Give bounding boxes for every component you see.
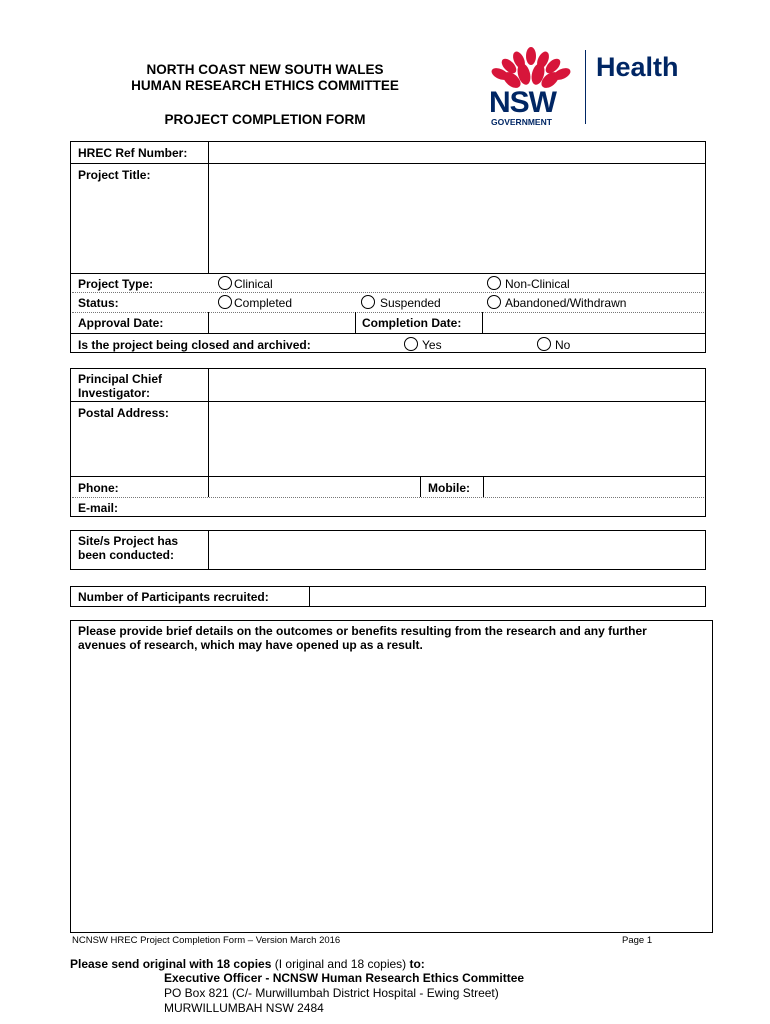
divider (420, 476, 421, 497)
send-instructions-line-3: PO Box 821 (C/- Murwillumbah District Hospital - Ewing Street) (164, 986, 499, 1000)
send-instructions-line-1 (70, 957, 425, 972)
archived-yes-radio[interactable] (404, 337, 418, 351)
header-line-1: NORTH COAST NEW SOUTH WALES (146, 62, 384, 77)
divider (355, 312, 356, 333)
divider (482, 312, 483, 333)
logo-divider (585, 50, 586, 124)
divider (309, 586, 310, 607)
divider (72, 312, 704, 313)
postal-address-label: Postal Address: (78, 406, 169, 420)
abandoned-option-label: Abandoned/Withdrawn (505, 296, 627, 310)
sites-field[interactable] (210, 532, 704, 568)
form-title: PROJECT COMPLETION FORM (164, 112, 366, 127)
divider (70, 333, 706, 334)
divider (72, 292, 704, 293)
divider (208, 312, 209, 333)
email-label: E-mail: (78, 501, 119, 515)
outcomes-prompt-1: Please provide brief details on the outcomes or benefits resulting from the research and any further (78, 624, 647, 638)
hrec-ref-field[interactable] (210, 143, 704, 162)
abandoned-radio[interactable] (487, 295, 501, 309)
archived-no-label: No (555, 338, 571, 352)
archived-yes-label: Yes (422, 338, 442, 352)
divider (70, 163, 706, 164)
mobile-label: Mobile: (428, 481, 470, 495)
archived-no-radio[interactable] (537, 337, 551, 351)
clinical-radio[interactable] (218, 276, 232, 290)
non-clinical-option-label: Non-Clinical (505, 277, 570, 291)
sites-label-2: been conducted: (78, 548, 175, 562)
divider (208, 368, 209, 497)
send-instructions-line-2: Executive Officer - NCNSW Human Research Ethics Committee (164, 971, 525, 985)
footer-page: Page 1 (622, 935, 653, 946)
pci-label-2: Investigator: (78, 386, 151, 400)
email-field[interactable] (210, 499, 704, 516)
archived-question: Is the project being closed and archived: (78, 338, 311, 352)
status-label: Status: (78, 296, 119, 310)
send-lead-to: to: (409, 957, 425, 971)
logo-government: GOVERNMENT (491, 117, 552, 127)
header-line-2: HUMAN RESEARCH ETHICS COMMITTEE (131, 78, 399, 93)
send-lead-bold: Please send original with 18 copies (70, 957, 272, 971)
project-title-field[interactable] (210, 165, 704, 272)
completed-option-label: Completed (234, 296, 293, 310)
nsw-health-logo (486, 44, 706, 128)
waratah-icon (486, 44, 576, 92)
sites-label-1: Site/s Project has (78, 534, 179, 548)
postal-address-field[interactable] (210, 403, 704, 475)
divider (70, 401, 706, 402)
divider (70, 476, 706, 477)
phone-field[interactable] (210, 478, 419, 496)
suspended-radio[interactable] (361, 295, 375, 309)
hrec-ref-label: HREC Ref Number: (78, 146, 188, 160)
project-title-label: Project Title: (78, 168, 151, 182)
completion-date-label: Completion Date: (362, 316, 462, 330)
footer-version: NCNSW HREC Project Completion Form – Version March 2016 (72, 935, 341, 946)
outcomes-prompt-2: avenues of research, which may have opened up as a result. (78, 638, 423, 652)
participants-field[interactable] (311, 588, 704, 605)
divider (70, 273, 706, 274)
divider (72, 497, 704, 498)
completed-radio[interactable] (218, 295, 232, 309)
pci-label-1: Principal Chief (78, 372, 163, 386)
mobile-field[interactable] (485, 478, 704, 496)
logo-nsw: NSW (489, 86, 556, 119)
outcomes-field[interactable] (72, 656, 711, 931)
send-lead-normal: (I original and 18 copies) (271, 957, 410, 971)
phone-label: Phone: (78, 481, 119, 495)
non-clinical-radio[interactable] (487, 276, 501, 290)
completion-date-field[interactable] (484, 314, 704, 332)
divider (483, 476, 484, 497)
approval-date-label: Approval Date: (78, 316, 164, 330)
clinical-option-label: Clinical (234, 277, 273, 291)
approval-date-field[interactable] (210, 314, 354, 332)
participants-label: Number of Participants recruited: (78, 590, 269, 604)
divider (208, 530, 209, 570)
logo-health: Health (596, 52, 679, 82)
suspended-option-label: Suspended (380, 296, 441, 310)
project-type-label: Project Type: (78, 277, 154, 291)
send-instructions-line-4: MURWILLUMBAH NSW 2484 (164, 1001, 324, 1015)
pci-field[interactable] (210, 370, 704, 400)
divider (208, 141, 209, 273)
